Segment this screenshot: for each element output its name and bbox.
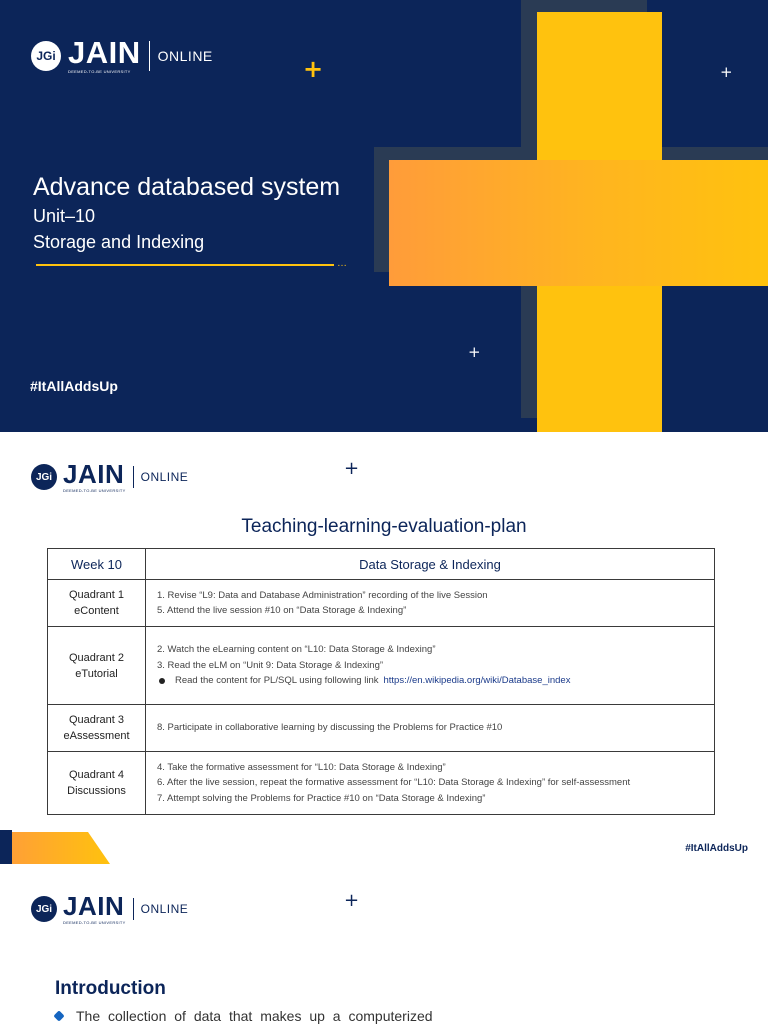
brand-name: JAIN xyxy=(63,891,125,921)
logo-divider xyxy=(149,41,150,71)
activity-line: 1. Revise “L9: Data and Database Administration” recording of the live Session xyxy=(157,589,488,601)
brand-name: JAIN xyxy=(63,459,125,489)
activity-line: 2. Watch the eLearning content on “L10: Data Storage & Indexing” xyxy=(157,644,436,656)
jain-online-logo xyxy=(31,893,188,925)
plus-icon: + xyxy=(344,890,360,911)
quadrant-cell: Quadrant 4 Discussions xyxy=(48,752,146,815)
brand-name: JAIN xyxy=(68,35,141,70)
plan-title: Teaching-learning-evaluation-plan xyxy=(241,516,527,537)
course-title: Advance databased system xyxy=(33,173,341,201)
unit-topic: Storage and Indexing xyxy=(33,232,205,252)
plan-table xyxy=(47,548,715,815)
column-header-topic: Data Storage & Indexing xyxy=(146,549,715,580)
table-row xyxy=(48,752,715,815)
brand-subtitle: DEEMED-TO-BE UNIVERSITY xyxy=(63,920,126,925)
activity-line: 6. After the live session, repeat the formative assessment for “L10: Data Storage & Indexing” for self-assessment xyxy=(157,777,631,789)
brand-online: ONLINE xyxy=(157,47,213,64)
activity-line: 7. Attempt solving the Problems for Practice #10 on “Data Storage & Indexing” xyxy=(157,792,486,804)
logo-divider xyxy=(133,898,134,920)
wikipedia-link[interactable]: https://en.wikipedia.org/wiki/Database_index xyxy=(383,675,571,687)
brand-subtitle: DEEMED-TO-BE UNIVERSITY xyxy=(68,69,131,74)
activity-line: 8. Participate in collaborative learning by discussing the Problems for Practice #10 xyxy=(157,722,503,734)
plus-icon: + xyxy=(468,343,481,361)
list-item-text: The collection of data that makes up a computerized xyxy=(76,1008,433,1024)
jain-online-logo xyxy=(31,37,213,74)
title-underline xyxy=(36,264,334,266)
hashtag: #ItAllAddsUp xyxy=(30,378,118,394)
plan-slide xyxy=(0,432,768,864)
list-item xyxy=(55,1008,433,1024)
bullet-text: Read the content for PL/SQL using following link xyxy=(175,675,379,687)
plus-icon: + xyxy=(303,55,324,83)
diamond-bullet-icon xyxy=(53,1010,64,1021)
activity-cell xyxy=(146,627,715,705)
cross-horizontal-bar xyxy=(389,160,768,286)
activity-line: 4. Take the formative assessment for “L10: Data Storage & Indexing” xyxy=(157,761,446,773)
logo-divider xyxy=(133,466,134,488)
title-slide xyxy=(0,0,768,432)
bullet-item xyxy=(157,673,714,689)
table-header-row xyxy=(48,549,715,580)
bullet-icon xyxy=(159,678,165,684)
activity-cell xyxy=(146,705,715,752)
unit-label: Unit–10 xyxy=(33,206,96,226)
activity-line: 3. Read the eLM on “Unit 9: Data Storage & Indexing” xyxy=(157,659,384,671)
introduction-slide xyxy=(0,864,768,1024)
jain-online-logo xyxy=(31,461,188,493)
jgi-badge: JGi xyxy=(31,41,61,71)
activity-line: 5. Attend the live session #10 on “Data Storage & Indexing” xyxy=(157,605,407,616)
brand-online: ONLINE xyxy=(140,902,189,916)
table-row xyxy=(48,627,715,705)
corner-accent xyxy=(0,832,110,864)
activity-cell xyxy=(146,752,715,815)
jgi-badge: JGi xyxy=(31,896,57,922)
quadrant-cell: Quadrant 3 eAssessment xyxy=(48,705,146,752)
quadrant-cell: Quadrant 1 eContent xyxy=(48,580,146,627)
plus-icon: + xyxy=(720,63,733,81)
table-row xyxy=(48,705,715,752)
corner-accent-blue xyxy=(0,830,12,864)
column-header-week: Week 10 xyxy=(48,549,146,580)
jgi-badge: JGi xyxy=(31,464,57,490)
brand-subtitle: DEEMED-TO-BE UNIVERSITY xyxy=(63,488,126,493)
activity-cell xyxy=(146,580,715,627)
hashtag: #ItAllAddsUp xyxy=(685,843,748,854)
underline-dots: … xyxy=(337,258,348,269)
table-row xyxy=(48,580,715,627)
brand-online: ONLINE xyxy=(140,470,189,484)
quadrant-cell: Quadrant 2 eTutorial xyxy=(48,627,146,705)
section-heading: Introduction xyxy=(55,978,166,999)
plus-icon: + xyxy=(344,458,360,479)
